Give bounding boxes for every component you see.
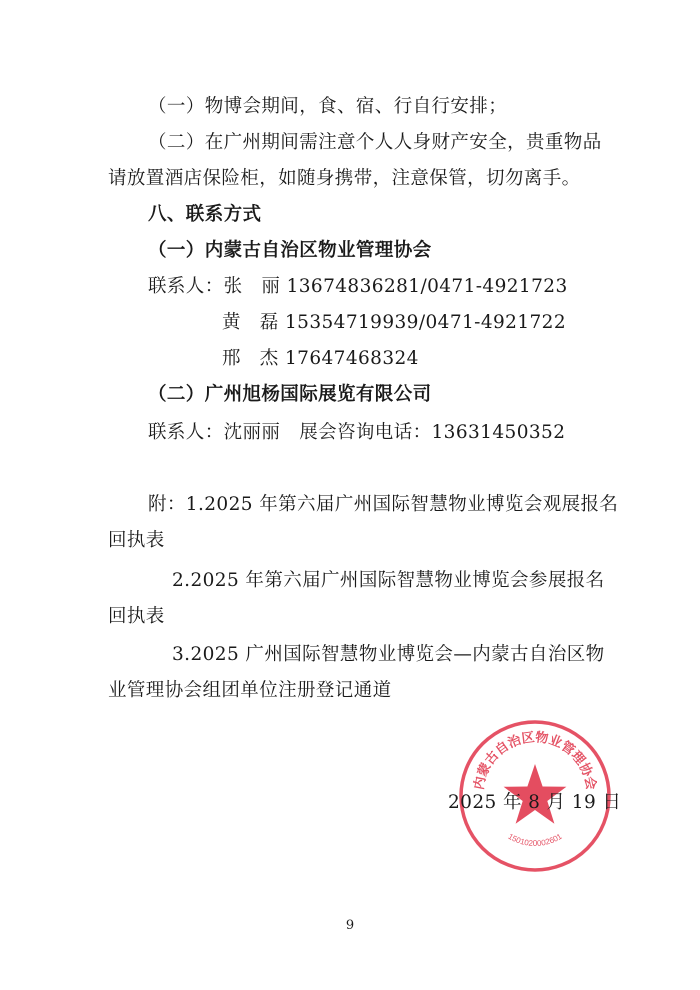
attachment-2-cont: 回执表: [108, 606, 165, 627]
seal-name-text: 内蒙古自治区物业管理协会: [470, 729, 600, 791]
item-accommodation-note: （一）物博会期间，食、宿、行自行安排；: [148, 96, 508, 117]
attachment-3-cont: 业管理协会组团单位注册登记通道: [108, 680, 392, 701]
attachment-3: 3.2025 广州国际智慧物业博览会—内蒙古自治区物: [172, 644, 605, 665]
contact-shen: 联系人：沈丽丽 展会咨询电话：13631450352: [148, 422, 566, 443]
item-safety-note: （二）在广州期间需注意个人人身财产安全，贵重物品: [148, 132, 602, 153]
org-heading-company: （二）广州旭杨国际展览有限公司: [148, 384, 432, 405]
item-safety-note-cont: 请放置酒店保险柜，如随身携带，注意保管，切勿离手。: [108, 168, 581, 189]
org-heading-association: （一）内蒙古自治区物业管理协会: [148, 240, 432, 261]
page-number: 9: [345, 918, 355, 933]
signing-date: 2025 年 8 月 19 日: [448, 792, 622, 813]
contact-xing: 邢 杰 17647468324: [222, 348, 419, 369]
attachment-1-cont: 回执表: [108, 530, 165, 551]
seal-code-text: 1501020002601: [506, 831, 564, 848]
contact-zhang: 联系人：张 丽 13674836281/0471-4921723: [148, 276, 568, 297]
contact-huang: 黄 磊 15354719939/0471-4921722: [222, 312, 567, 333]
attachment-1: 附：1.2025 年第六届广州国际智慧物业博览会观展报名: [148, 494, 619, 515]
attachment-2: 2.2025 年第六届广州国际智慧物业博览会参展报名: [172, 570, 605, 591]
section-heading-contact: 八、联系方式: [148, 204, 262, 225]
